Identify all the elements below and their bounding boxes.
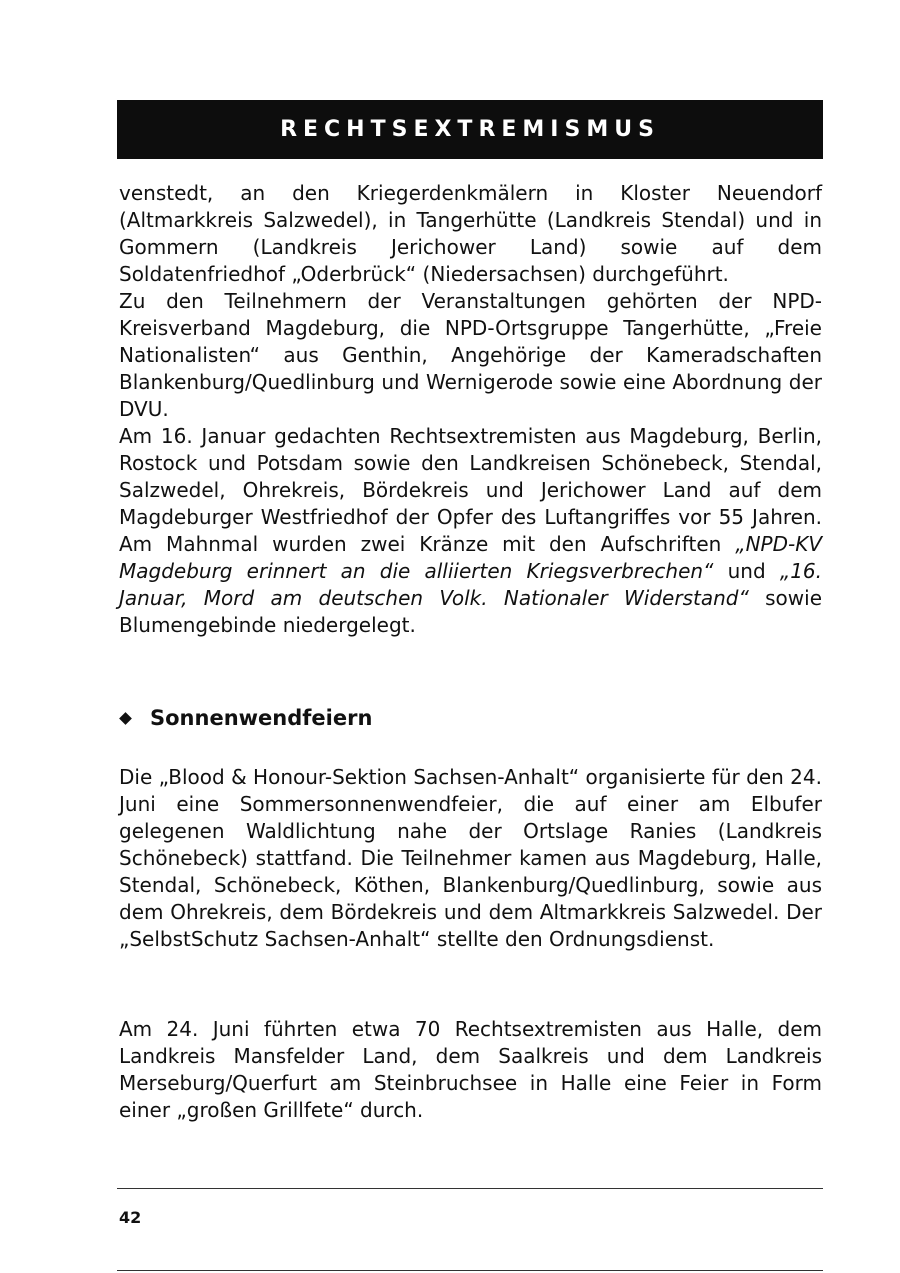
body-text-paragraph-4 bbox=[119, 764, 822, 953]
paragraph-2: Zu den Teilnehmern der Veranstaltungen gehörten der NPD-Kreisverband Magdeburg, die NPD-Ortsgruppe Tangerhütte, „Freie Nationalisten“ aus Genthin, Angehörige der Kameradschaften Blankenburg/Quedlinburg und Wernigerode sowie eine Abordnung der DVU. bbox=[119, 289, 822, 421]
section-header-title: RECHTSEXTREMISMUS bbox=[280, 117, 660, 142]
section-heading bbox=[117, 706, 372, 730]
body-text-paragraph-5 bbox=[119, 1016, 822, 1124]
body-text-top bbox=[119, 180, 822, 639]
paragraph-3-text-c: sowie Blumengebinde niedergelegt. bbox=[119, 586, 822, 637]
page-number: 42 bbox=[119, 1208, 142, 1227]
paragraph-3-text-b: und bbox=[713, 559, 780, 583]
diamond-bullet-icon bbox=[119, 712, 132, 725]
section-header-bar bbox=[117, 100, 823, 159]
paragraph-3 bbox=[119, 423, 822, 639]
paragraph-4: Die „Blood & Honour-Sektion Sachsen-Anhalt“ organisierte für den 24. Juni eine Sommersonnenwendfeier, die auf einer am Elbufer gelegenen Waldlichtung nahe der Ortslage Ranies (Landkreis Schönebeck) stattfand. Die Teilnehmer kamen aus Magdeburg, Halle, Stendal, Schönebeck, Köthen, Blankenburg/Quedlinburg, sowie aus dem Ohrekreis, dem Bördekreis und dem Altmarkkreis Salzwedel. Der „SelbstSchutz Sachsen-Anhalt“ stellte den Ordnungsdienst. bbox=[119, 765, 822, 951]
wreath-inscription-1: „NPD-KV Magdeburg erinnert an die alliierten Kriegsverbrechen“ bbox=[119, 532, 822, 583]
paragraph-1: venstedt, an den Kriegerdenkmälern in Kloster Neuendorf (Altmarkkreis Salzwedel), in Tangerhütte (Landkreis Stendal) und in Gommern (Landkreis Jerichower Land) sowie auf dem Soldatenfriedhof „Oderbrück“ (Niedersachsen) durchgeführt. bbox=[119, 181, 822, 286]
footer-divider bbox=[117, 1188, 823, 1189]
paragraph-5: Am 24. Juni führten etwa 70 Rechtsextremisten aus Halle, dem Landkreis Mansfelder Land, dem Saalkreis und dem Landkreis Merseburg/Querfurt am Steinbruchsee in Halle eine Feier in Form einer „großen Grillfete“ durch. bbox=[119, 1017, 822, 1122]
bottom-page-edge bbox=[117, 1270, 823, 1271]
paragraph-3-text-a: Am 16. Januar gedachten Rechtsextremisten aus Magdeburg, Berlin, Rostock und Potsdam sowie den Landkreisen Schönebeck, Stendal, Salzwedel, Ohrekreis, Bördekreis und Jerichower Land auf dem Magdeburger Westfriedhof der Opfer des Luftangriffes vor 55 Jahren. Am Mahnmal wurden zwei Kränze mit den Aufschriften bbox=[119, 424, 822, 556]
section-heading-text: Sonnenwendfeiern bbox=[150, 706, 373, 730]
wreath-inscription-2: „16. Januar, Mord am deutschen Volk. Nationaler Widerstand“ bbox=[119, 559, 822, 610]
